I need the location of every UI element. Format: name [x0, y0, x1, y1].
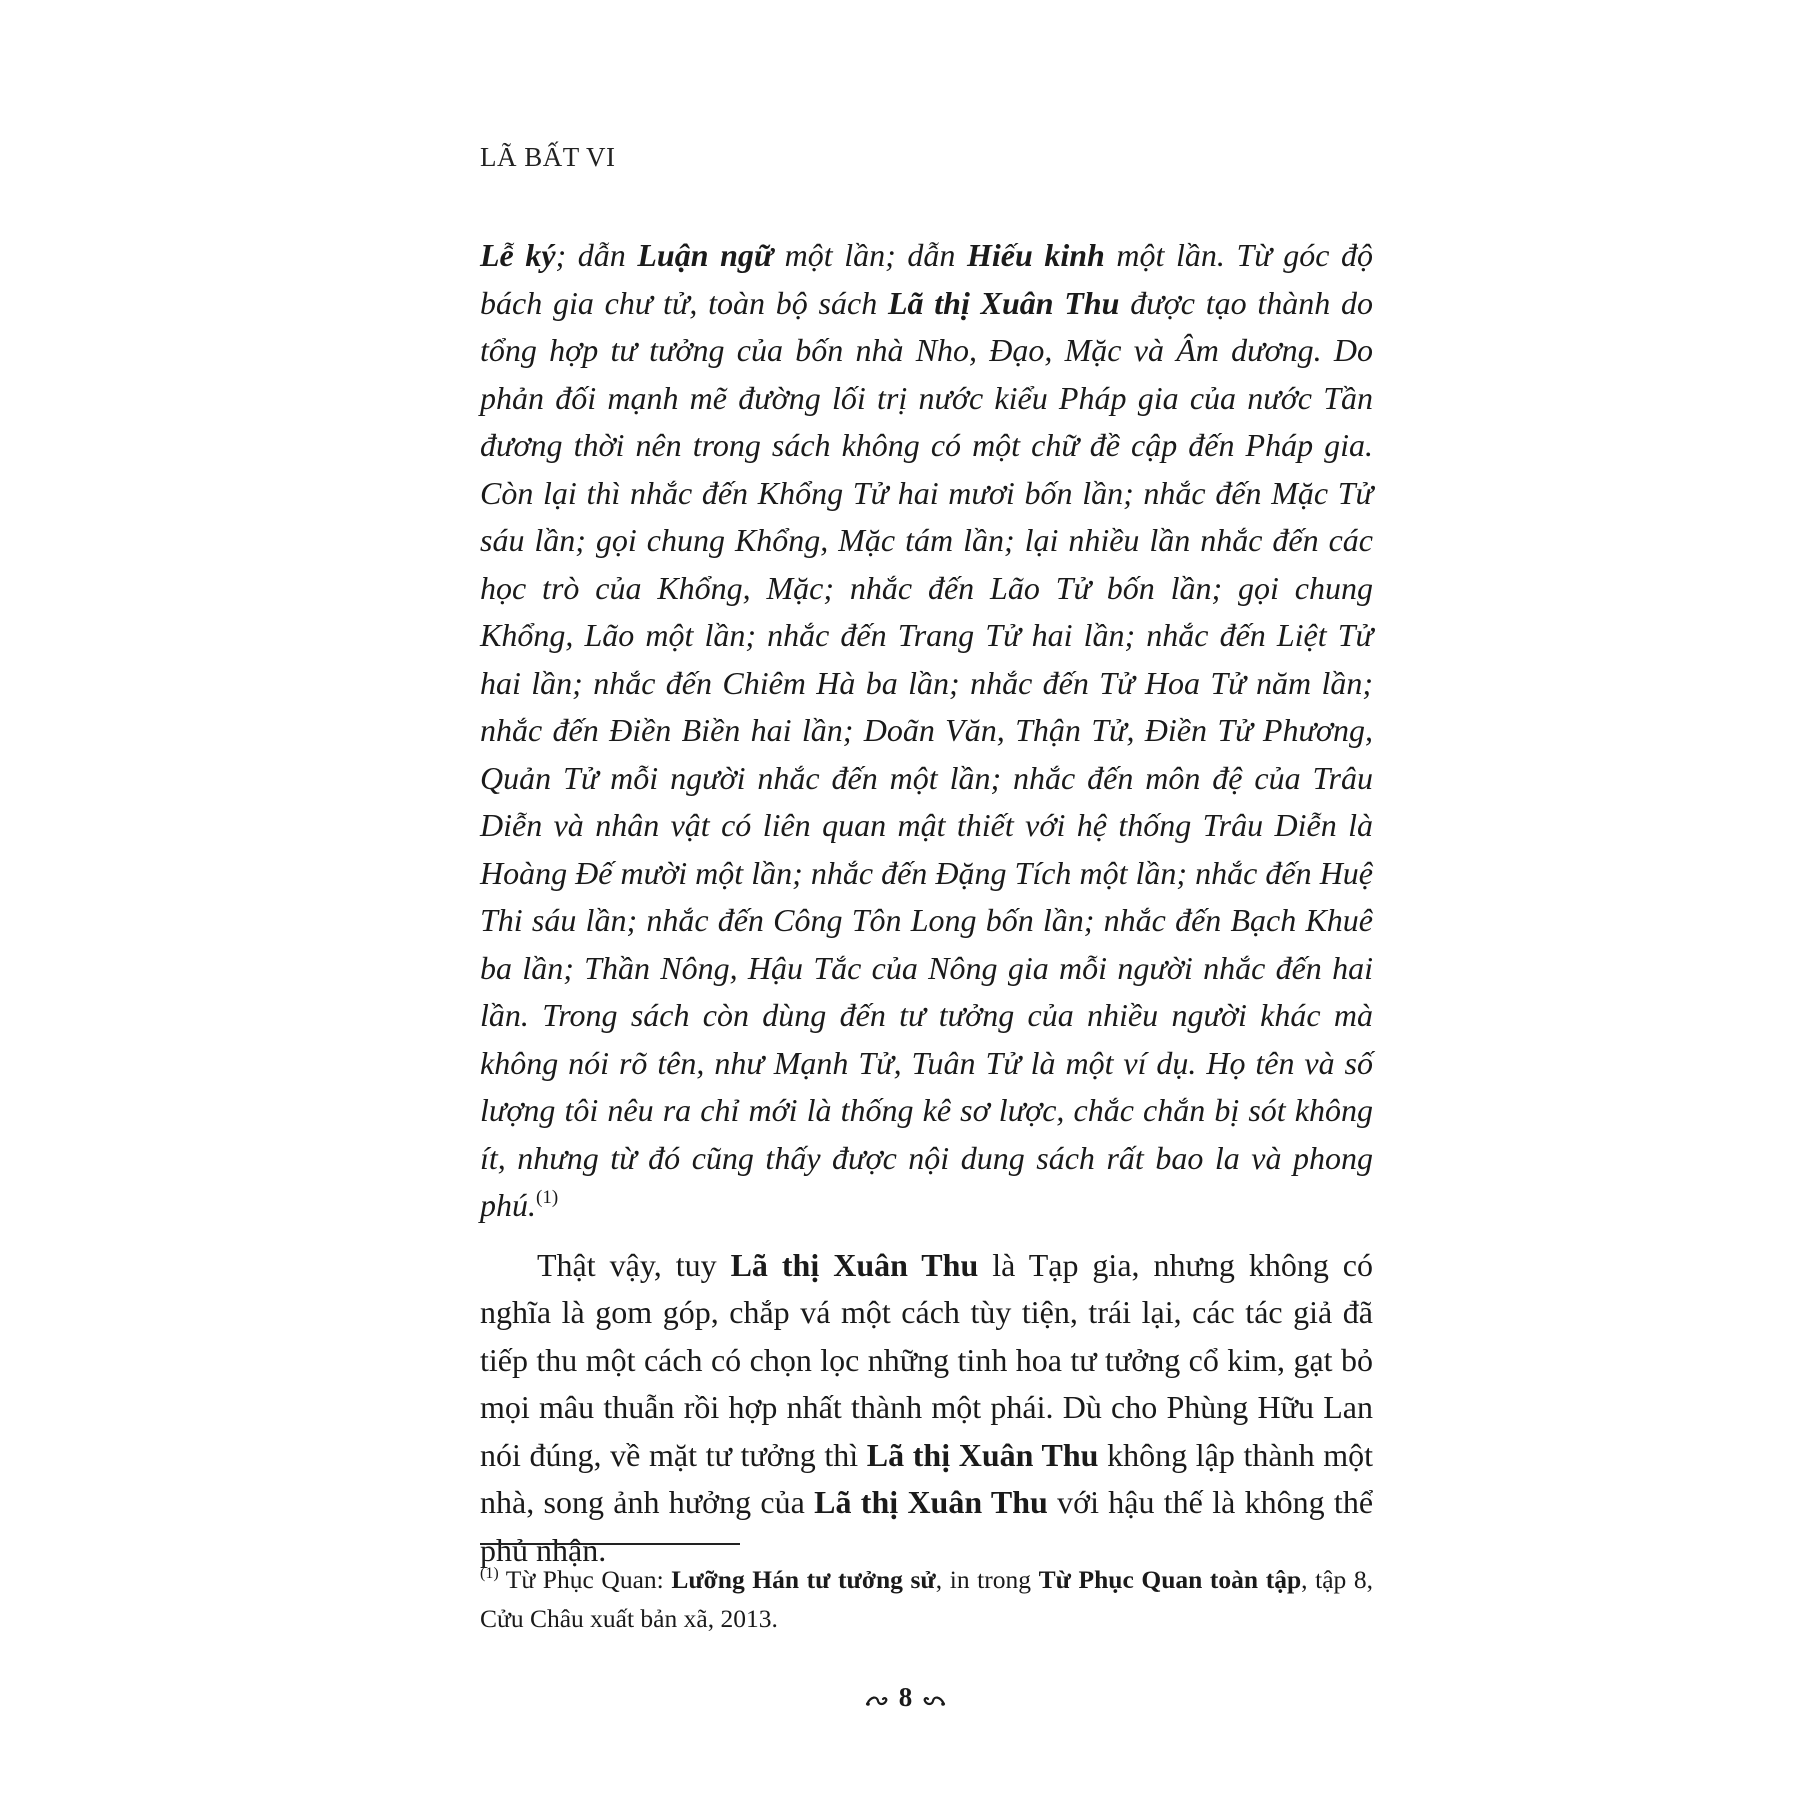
book-title: Lã thị Xuân Thu: [814, 1484, 1048, 1520]
book-title: Luận ngữ: [637, 237, 774, 273]
book-title: Hiếu kinh: [966, 237, 1105, 273]
footnote: $^{(1)}$ Từ Phục Quan: Lưỡng Hán tư tưởng sử, in trong Từ Phục Quan toàn tập, tập 8, Cửu Châu xuất bản xã, 2013.: [480, 1565, 1373, 1633]
body-text: [480, 232, 1373, 1574]
page-footer: [0, 1682, 1811, 1715]
book-title: Lễ ký: [480, 237, 556, 273]
paragraph-conclusion: Thật vậy, tuy Lã thị Xuân Thu là Tạp gia, nhưng không có nghĩa là gom góp, chắp vá một cách tùy tiện, trái lại, các tác giả đã tiếp thu một cách có chọn lọc những tinh hoa tư tưởng cổ kim, gạt bỏ mọi mâu thuẫn rồi hợp nhất thành một phái. Dù cho Phùng Hữu Lan nói đúng, về mặt tư tưởng thì Lã thị Xuân Thu không lập thành một nhà, song ảnh hưởng của Lã thị Xuân Thu với hậu thế là không thể phủ nhận.: [480, 1246, 1374, 1568]
book-title: Từ Phục Quan toàn tập: [1038, 1565, 1302, 1594]
swirl-ornament-icon: [920, 1684, 946, 1715]
book-title: Lã thị Xuân Thu: [866, 1436, 1099, 1473]
footnote-marker: (1): [480, 1565, 499, 1582]
book-title: Lã thị Xuân Thu: [730, 1246, 979, 1283]
paragraph-quoted-sources: Lễ ký; dẫn Luận ngữ một lần; dẫn Hiếu kinh một lần. Từ góc độ bách gia chư tử, toàn bộ sách Lã thị Xuân Thu được tạo thành do tổng hợp tư tưởng của bốn nhà Nho, Đạo, Mặc và Âm dương. Do phản đối mạnh mẽ đường lối trị nước kiểu Pháp gia của nước Tần đương thời nên trong sách không có một chữ đề cập đến Pháp gia. Còn lại thì nhắc đến Khổng Tử hai mươi bốn lần; nhắc đến Mặc Tử sáu lần; gọi chung Khổng, Mặc tám lần; lại nhiều lần nhắc đến các học trò của Khổng, Mặc; nhắc đến Lão Tử bốn lần; gọi chung Khổng, Lão một lần; nhắc đến Trang Tử hai lần; nhắc đến Liệt Tử hai lần; nhắc đến Chiêm Hà ba lần; nhắc đến Tử Hoa Tử năm lần; nhắc đến Điền Biền hai lần; Doãn Văn, Thận Tử, Điền Tử Phương, Quản Tử mỗi người nhắc đến một lần; nhắc đến môn đệ của Trâu Diễn và nhân vật có liên quan mật thiết với hệ thống Trâu Diễn là Hoàng Đế mười một lần; nhắc đến Đặng Tích một lần; nhắc đến Huệ Thi sáu lần; nhắc đến Công Tôn Long bốn lần; nhắc đến Bạch Khuê ba lần; Thần Nông, Hậu Tắc của Nông gia mỗi người nhắc đến hai lần. Trong sách còn dùng đến tư tưởng của nhiều người khác mà không nói rõ tên, như Mạnh Tử, Tuân Tử là một ví dụ. Họ tên và số lượng tôi nêu ra chỉ mới là thống kê sơ lược, chắc chắn bị sót không ít, nhưng từ đó cũng thấy được nội dung sách rất bao la và phong phú.$^{(1)}$: [480, 237, 1374, 1223]
book-title: Lã thị Xuân Thu: [887, 284, 1120, 321]
running-header: LÃ BẤT VI: [480, 142, 616, 172]
footnote-divider: [480, 1543, 740, 1545]
page-number: 8: [898, 1682, 913, 1712]
swirl-ornament-icon: [865, 1684, 891, 1715]
book-title: Lưỡng Hán tư tưởng sử: [671, 1565, 936, 1594]
footnote-reference[interactable]: (1): [536, 1187, 559, 1208]
